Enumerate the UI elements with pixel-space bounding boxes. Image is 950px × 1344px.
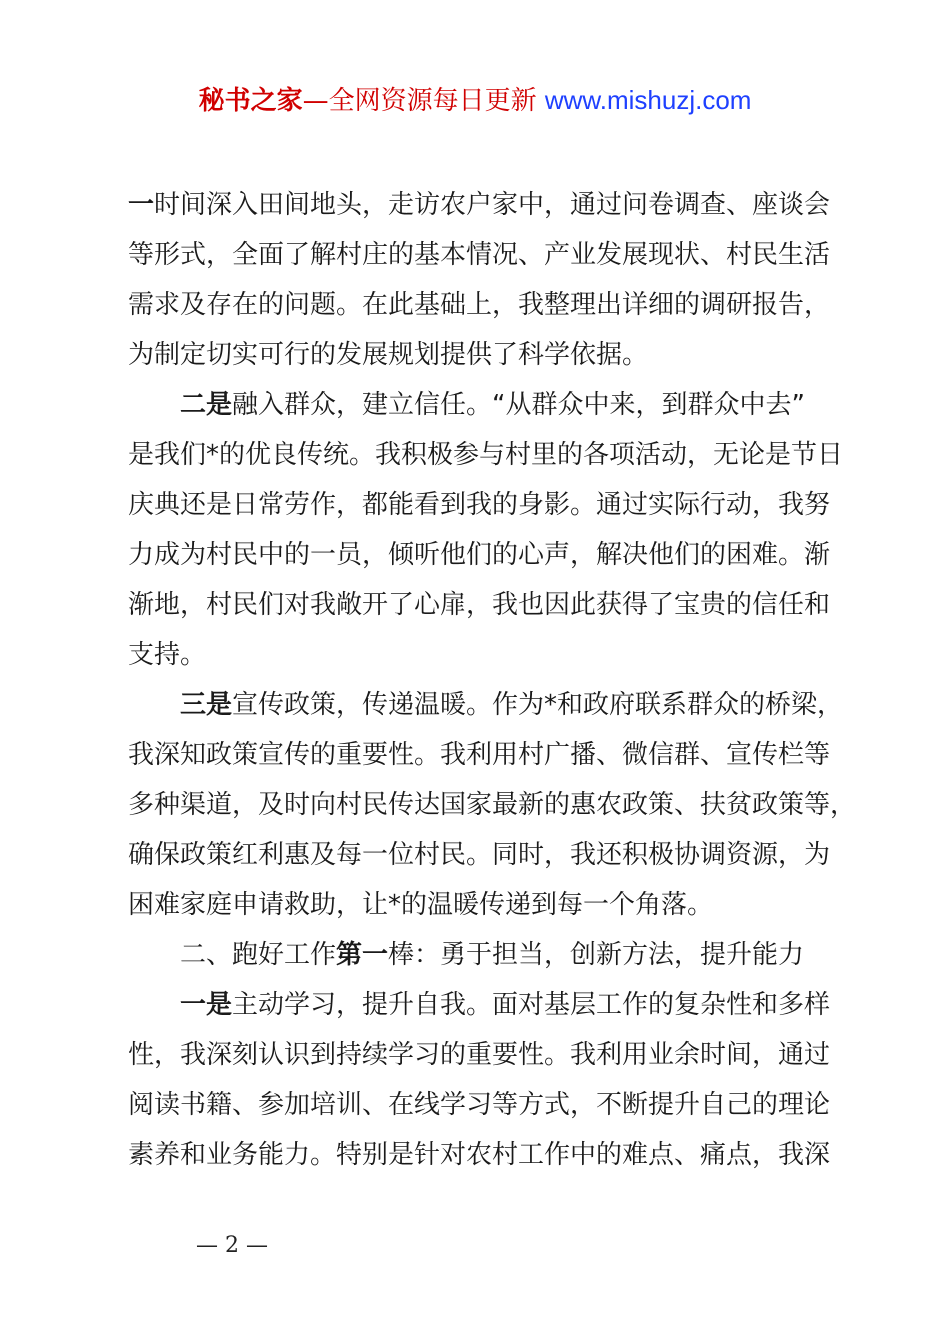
header-tagline: —全网资源每日更新 [302, 86, 545, 116]
text-line [128, 580, 848, 630]
site-header [0, 80, 950, 117]
text-line [128, 1030, 848, 1080]
line-text: 多种渠道，及时向村民传达国家最新的惠农政策、扶贫政策等， [128, 790, 857, 820]
text-line [128, 480, 848, 530]
line-text: 融入群众，建立信任。“从群众中来，到群众中去” [232, 390, 805, 420]
line-text: 力成为村民中的一员，倾听他们的心声，解决他们的困难。渐 [128, 540, 831, 570]
line-text: 主动学习，提升自我。面对基层工作的复杂性和多样 [232, 990, 831, 1020]
line-lead: 一是 [180, 990, 233, 1020]
line-text: 性，我深刻认识到持续学习的重要性。我利用业余时间，通过 [128, 1040, 831, 1070]
document-body [128, 180, 857, 1180]
text-line [128, 780, 857, 830]
line-lead: 三是 [180, 690, 233, 720]
text-line [128, 430, 848, 480]
line-text: 素养和业务能力。特别是针对农村工作中的难点、痛点，我深 [128, 1140, 831, 1170]
line-text: 阅读书籍、参加培训、在线学习等方式，不断提升自己的理论 [128, 1090, 831, 1120]
text-line [128, 180, 848, 230]
brand-name: 秘书之家 [198, 86, 303, 116]
line-text: 等形式，全面了解村庄的基本情况、产业发展现状、村民生活 [128, 240, 831, 270]
line-lead: 一 [128, 190, 155, 220]
page-number: — 2 — [196, 1233, 268, 1258]
paragraph-start [128, 380, 848, 430]
text-line [128, 330, 848, 380]
line-text: 需求及存在的问题。在此基础上，我整理出详细的调研报告， [128, 290, 831, 320]
line-text: 确保政策红利惠及每一位村民。同时，我还积极协调资源，为 [128, 840, 831, 870]
heading-text: 棒：勇于担当，创新方法，提升能力 [388, 940, 805, 970]
line-text: 宣传政策，传递温暖。作为*和政府联系群众的桥梁， [232, 690, 844, 720]
line-text: 时间深入田间地头，走访农户家中，通过问卷调查、座谈会 [154, 190, 831, 220]
text-line [128, 880, 848, 930]
text-line [128, 730, 848, 780]
text-line [128, 230, 848, 280]
heading-prefix: 二、跑好工作 [180, 940, 337, 970]
section-heading [128, 930, 848, 980]
text-line [128, 1130, 848, 1180]
text-line [128, 280, 848, 330]
text-line [128, 1080, 848, 1130]
paragraph-start [128, 980, 848, 1030]
line-lead: 二是 [180, 390, 233, 420]
line-text: 支持。 [128, 640, 207, 670]
heading-bold: 第一 [336, 940, 389, 970]
line-text: 渐地，村民们对我敞开了心扉，我也因此获得了宝贵的信任和 [128, 590, 831, 620]
line-text: 是我们*的优良传统。我积极参与村里的各项活动，无论是节日 [128, 440, 844, 470]
text-line [128, 530, 848, 580]
text-line [128, 630, 848, 680]
line-text: 我深知政策宣传的重要性。我利用村广播、微信群、宣传栏等 [128, 740, 831, 770]
line-text: 为制定切实可行的发展规划提供了科学依据。 [128, 340, 649, 370]
paragraph-start [128, 680, 848, 730]
text-line [128, 830, 848, 880]
line-text: 困难家庭申请救助，让*的温暖传递到每一个角落。 [128, 890, 714, 920]
line-text: 庆典还是日常劳作，都能看到我的身影。通过实际行动，我努 [128, 490, 831, 520]
site-url: www.mishuzj.com [544, 85, 752, 115]
